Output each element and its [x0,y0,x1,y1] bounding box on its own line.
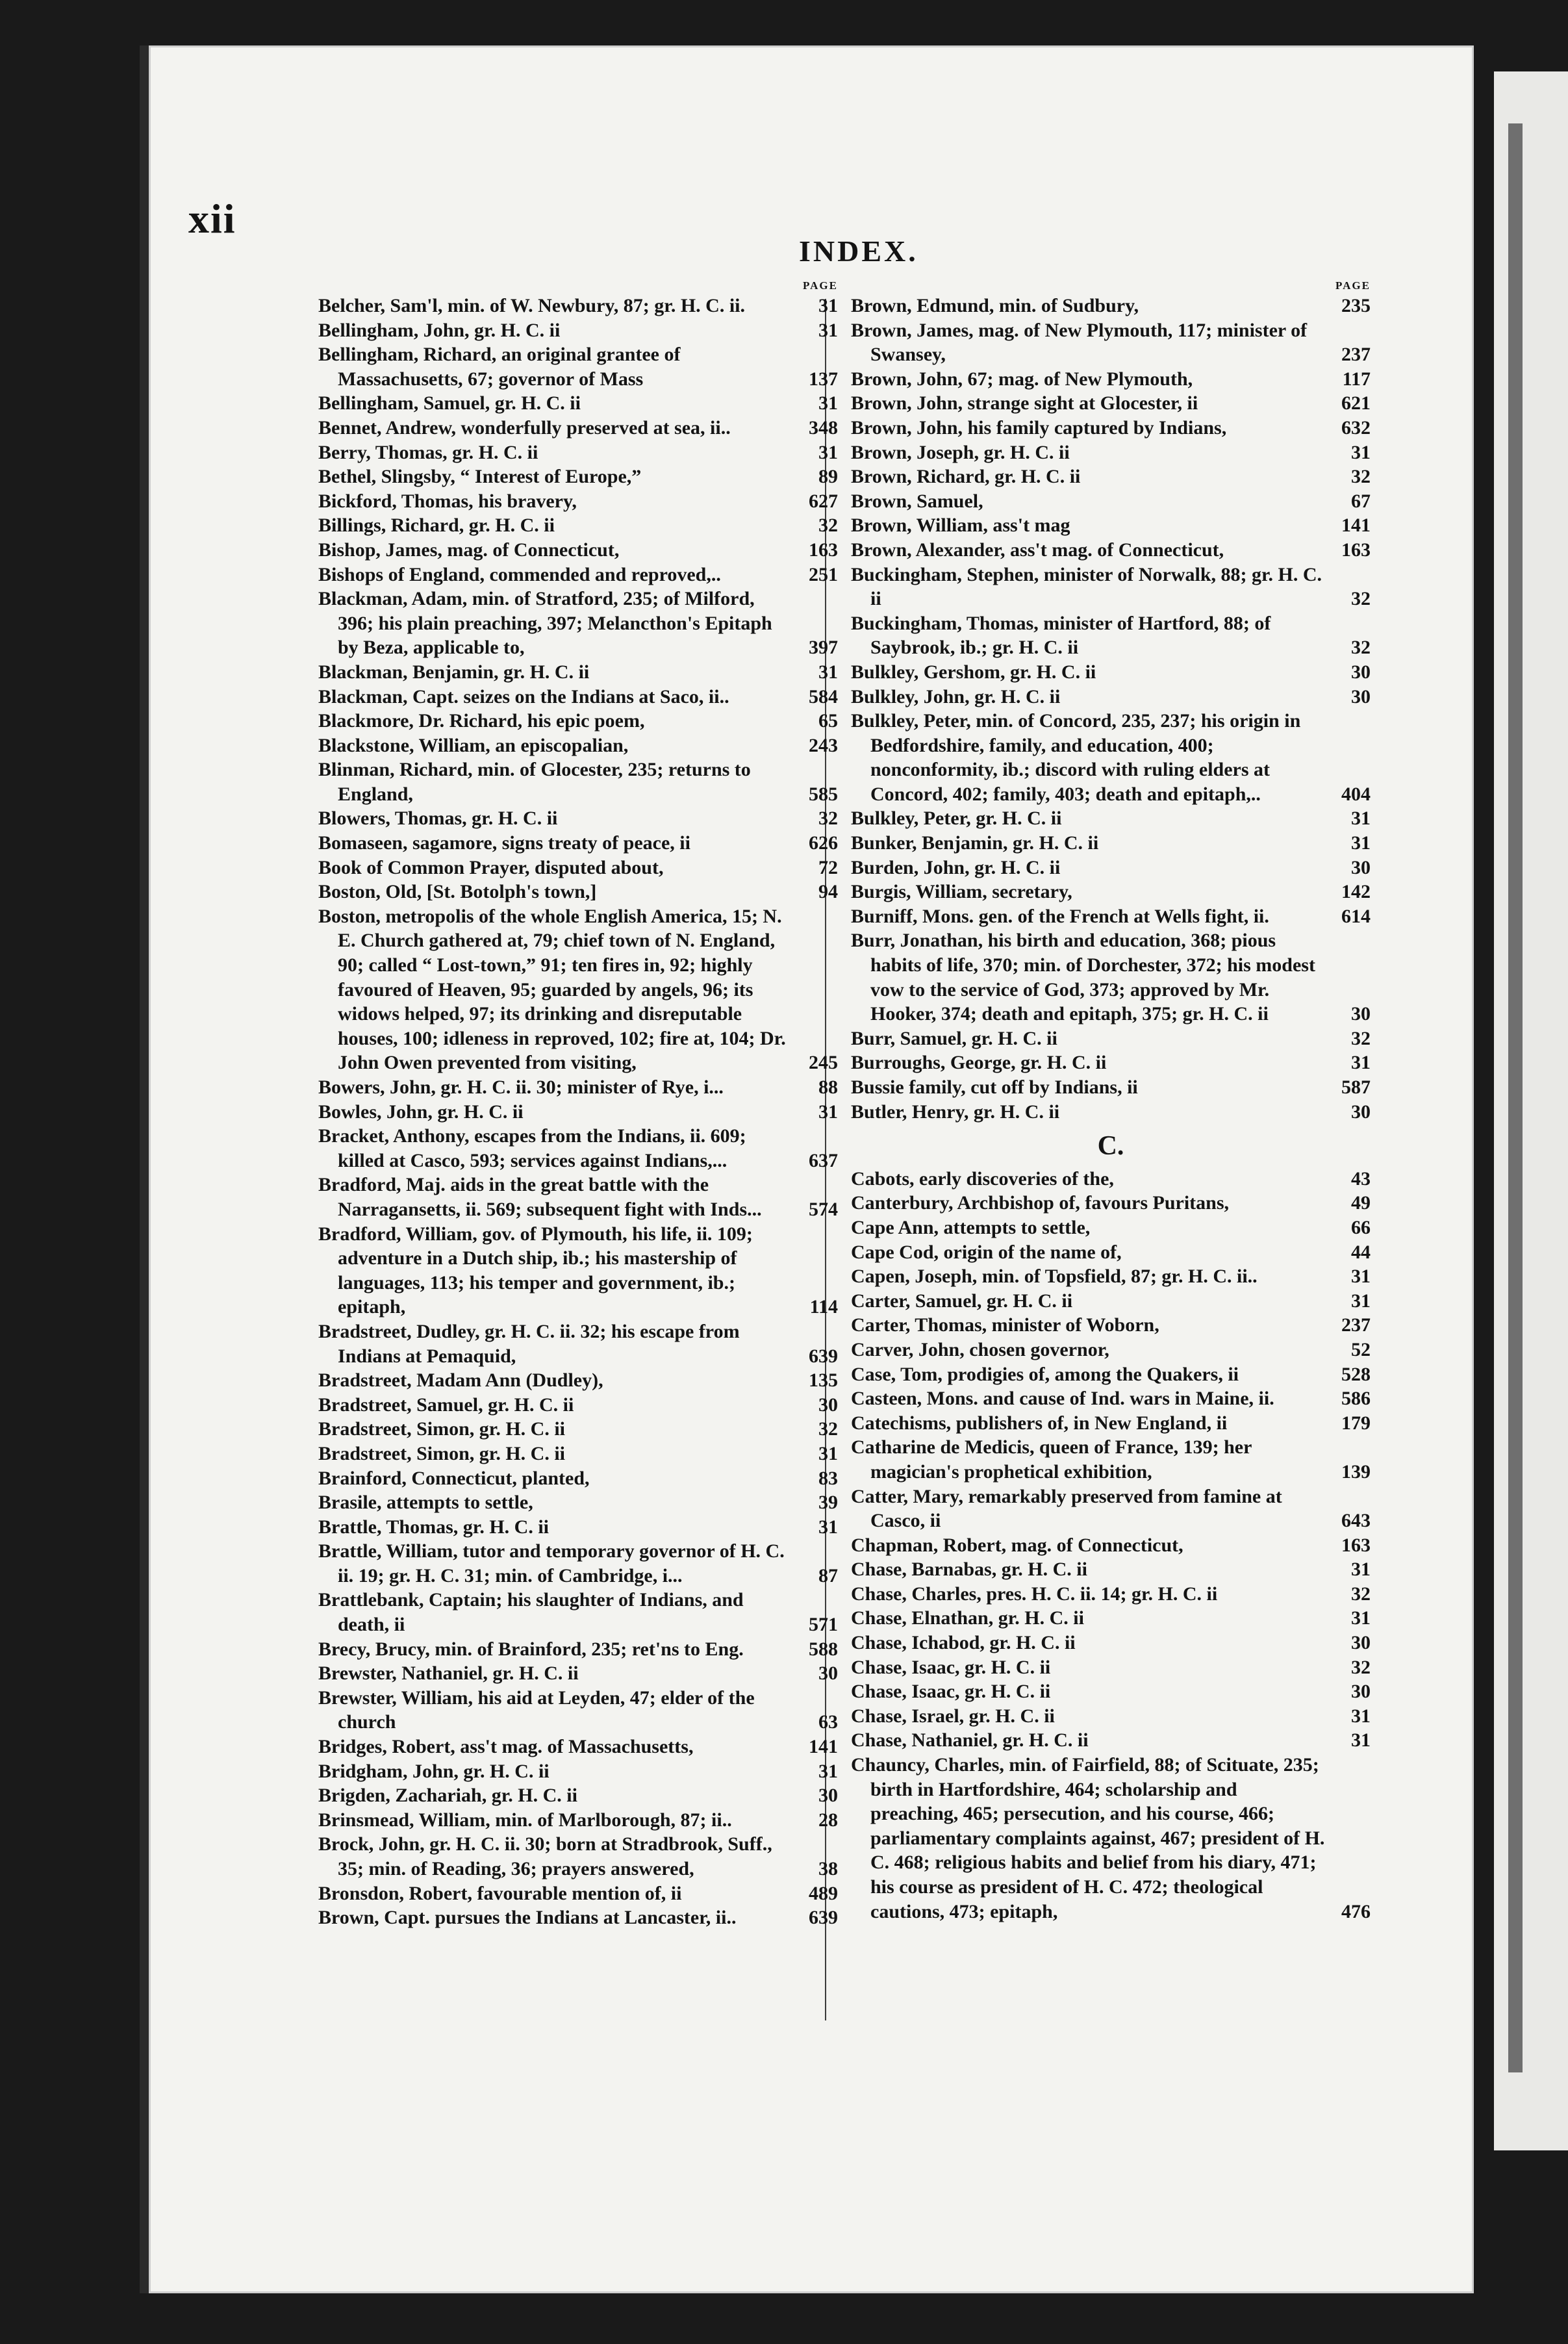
index-entry [851,1411,1371,1436]
index-entry-text: Bulkley, Peter, min. of Concord, 235, 237; his origin in Bedfordshire, family, and education, 400; nonconformity, ib.; discord with ruling elders at Concord, 402; family, 403; death and epitaph,.. [851,710,1301,805]
index-column-left [318,279,838,1930]
index-entry-text: Cape Cod, origin of the name of, [851,1241,1122,1263]
index-entry [851,1386,1371,1411]
index-entry-text: Bulkley, Peter, gr. H. C. ii [851,808,1062,830]
index-entry [318,1808,838,1833]
index-entry-text: Bradstreet, Madam Ann (Dudley), [318,1369,603,1392]
index-entry-text: Carter, Samuel, gr. H. C. ii [851,1290,1073,1312]
index-entry-page: 139 [1341,1460,1371,1483]
index-entry-page: 30 [1351,1681,1371,1703]
index-entry-page: 489 [809,1882,838,1904]
index-entry-text: Chase, Barnabas, gr. H. C. ii [851,1559,1087,1581]
index-entry-text: Bradford, Maj. aids in the great battle with the Narragansetts, ii. 569; subsequent fight with Inds... [318,1174,762,1220]
index-entry-page: 627 [809,490,838,512]
index-entry-page: 43 [1351,1167,1371,1190]
index-entry-page: 30 [1351,661,1371,683]
index-entry-page: 52 [1351,1338,1371,1360]
index-entry [318,660,838,685]
index-entry-text: Brown, John, strange sight at Glocester, ii [851,392,1198,414]
index-entry-text: Butler, Henry, gr. H. C. ii [851,1101,1060,1123]
index-entry-page: 30 [818,1785,838,1807]
index-entry-text: Chase, Charles, pres. H. C. ii. 14; gr. H. C. ii [851,1583,1218,1605]
index-entry [851,563,1371,611]
index-entry [851,1557,1371,1582]
index-entry-page: 31 [1351,1290,1371,1312]
index-entry-text: Bradstreet, Simon, gr. H. C. ii [318,1418,565,1440]
index-entry-text: Brown, James, mag. of New Plymouth, 117; minister of Swansey, [851,319,1308,366]
index-entry [851,1484,1371,1533]
index-entry-text: Brainford, Connecticut, planted, [318,1467,590,1489]
index-entry [318,1686,838,1735]
index-entry-page: 163 [1341,539,1371,561]
index-entry-page: 32 [818,515,838,537]
index-entry [851,611,1371,660]
index-entry-page: 30 [1351,1101,1371,1123]
index-entry [851,1655,1371,1680]
index-entry-page: 237 [1341,344,1371,366]
index-entry [318,1490,838,1515]
index-entry-page: 31 [818,1516,838,1538]
index-entry [318,1222,838,1319]
index-entry [851,367,1371,392]
index-entry-text: Burr, Samuel, gr. H. C. ii [851,1027,1057,1049]
index-entry-page: 31 [818,392,838,414]
index-entry-page: 639 [809,1907,838,1929]
index-entry [851,440,1371,465]
index-entry-text: Bradstreet, Simon, gr. H. C. ii [318,1442,565,1464]
index-entry-page: 31 [818,1442,838,1464]
index-entry [318,1905,838,1930]
index-entry-text: Bowles, John, gr. H. C. ii [318,1101,524,1123]
index-entry [851,1075,1371,1100]
index-entry-page: 142 [1341,881,1371,903]
index-entry [851,1631,1371,1655]
index-entry-page: 31 [1351,1266,1371,1288]
index-entry-text: Canterbury, Archbishop of, favours Puritans, [851,1192,1230,1214]
index-entry [318,1735,838,1759]
index-entry [851,831,1371,856]
index-entry-page: 32 [1351,1027,1371,1049]
index-entry [851,904,1371,929]
index-entry-text: Billings, Richard, gr. H. C. ii [318,515,555,537]
index-entry-text: Bracket, Anthony, escapes from the Indians, ii. 609; killed at Casco, 593; services against Indians,... [318,1125,746,1171]
page-title: INDEX. [799,235,918,268]
index-entry-text: Chase, Isaac, gr. H. C. ii [851,1681,1051,1703]
index-entry-page: 30 [818,1394,838,1416]
index-entry-page: 32 [818,1418,838,1440]
right-entries [851,294,1371,1124]
index-entry-text: Berry, Thomas, gr. H. C. ii [318,441,538,463]
index-entry-text: Casteen, Mons. and cause of Ind. wars in Maine, ii. [851,1388,1274,1410]
index-entry-text: Cape Ann, attempts to settle, [851,1216,1091,1238]
page-number: xii [188,196,236,242]
index-entry-text: Blackmore, Dr. Richard, his epic poem, [318,710,645,732]
index-entry-page: 243 [809,734,838,756]
index-entry-page: 639 [809,1345,838,1367]
index-entry [318,342,838,391]
index-entry-text: Brattle, William, tutor and temporary governor of H. C. ii. 19; gr. H. C. 31; min. of Cambridge, i... [318,1540,785,1586]
index-entry [851,880,1371,904]
index-entry-text: Blowers, Thomas, gr. H. C. ii [318,808,558,830]
index-entry-page: 614 [1341,905,1371,927]
index-entry-text: Catter, Mary, remarkably preserved from famine at Casco, ii [851,1485,1282,1532]
index-entry-page: 31 [1351,1607,1371,1629]
index-entry-page: 251 [809,563,838,585]
index-entry-page: 586 [1341,1388,1371,1410]
index-entry-page: 588 [809,1638,838,1660]
index-entry [318,563,838,587]
index-entry-page: 114 [809,1296,838,1318]
index-entry-page: 31 [818,1101,838,1123]
index-entry-text: Blackman, Capt. seizes on the Indians at Saco, ii.. [318,685,729,707]
index-entry [318,1881,838,1906]
index-entry-text: Bellingham, Samuel, gr. H. C. ii [318,392,581,414]
index-entry-text: Brigden, Zachariah, gr. H. C. ii [318,1785,577,1807]
index-entry-text: Brewster, Nathaniel, gr. H. C. ii [318,1662,579,1685]
index-entry [851,1100,1371,1125]
index-entry-page: 83 [818,1467,838,1489]
index-entry [851,1240,1371,1265]
index-entry [318,1075,838,1100]
index-entry-page: 32 [1351,1583,1371,1605]
index-entry-text: Brasile, attempts to settle, [318,1492,533,1514]
index-entry [318,1173,838,1221]
index-entry-text: Buckingham, Thomas, minister of Hartford, 88; of Saybrook, ib.; gr. H. C. ii [851,612,1271,659]
index-entry-text: Blinman, Richard, min. of Glocester, 235; returns to England, [318,759,751,805]
index-entry [318,1515,838,1540]
index-entry [851,391,1371,416]
index-entry-text: Book of Common Prayer, disputed about, [318,856,664,878]
index-entry [851,1289,1371,1314]
index-entry-page: 31 [1351,1729,1371,1752]
index-entry-text: Buckingham, Stephen, minister of Norwalk, 88; gr. H. C. ii [851,563,1322,610]
index-entry-text: Bennet, Andrew, wonderfully preserved at sea, ii.. [318,416,731,439]
index-entry [851,1313,1371,1338]
index-entry-text: Brown, Richard, gr. H. C. ii [851,466,1081,488]
index-entry-text: Brattlebank, Captain; his slaughter of Indians, and death, ii [318,1589,744,1636]
index-entry-page: 65 [818,710,838,732]
index-entry [851,538,1371,563]
index-entry-text: Chase, Israel, gr. H. C. ii [851,1705,1055,1727]
index-entry [318,294,838,318]
index-entry [851,709,1371,806]
index-entry [851,465,1371,489]
index-entry-text: Carver, John, chosen governor, [851,1338,1109,1360]
index-entry-text: Burniff, Mons. gen. of the French at Wells fight, ii. [851,905,1269,927]
index-entry-text: Bridges, Robert, ass't mag. of Massachusetts, [318,1736,694,1758]
left-entries [318,294,838,1930]
index-column-right [851,279,1371,1924]
index-entry-text: Brewster, William, his aid at Leyden, 47; elder of the church [318,1687,755,1733]
index-entry-text: Bussie family, cut off by Indians, ii [851,1076,1138,1098]
index-entry-text: Brown, Alexander, ass't mag. of Connecticut, [851,539,1224,561]
index-entry [318,904,838,1075]
index-entry [318,1637,838,1662]
index-entry [318,1539,838,1588]
index-entry-text: Bethel, Slingsby, “ Interest of Europe,” [318,466,642,488]
index-entry-page: 31 [1351,1052,1371,1074]
index-entry [318,1466,838,1491]
index-entry-page: 31 [818,661,838,683]
section-letter: C. [1097,1131,1124,1162]
index-entry-page: 237 [1341,1314,1371,1336]
index-entry-text: Brown, Capt. pursues the Indians at Lancaster, ii.. [318,1907,737,1929]
index-entry-text: Blackman, Benjamin, gr. H. C. ii [318,661,590,683]
index-entry [318,880,838,904]
index-entry-text: Burgis, William, secretary, [851,881,1072,903]
index-entry [318,1661,838,1686]
index-entry [851,1753,1371,1924]
index-entry [318,831,838,856]
index-entry-text: Bellingham, John, gr. H. C. ii [318,319,561,341]
index-entry-page: 88 [818,1076,838,1098]
index-entry-page: 31 [818,1760,838,1782]
index-entry-page: 643 [1341,1510,1371,1532]
index-entry-page: 141 [1341,515,1371,537]
index-entry-text: Cabots, early discoveries of the, [851,1167,1114,1190]
index-entry [318,318,838,343]
index-entry-page: 584 [809,685,838,707]
index-entry [318,440,838,465]
index-entry-page: 574 [809,1198,838,1220]
index-entry [318,758,838,806]
index-entry [851,1435,1371,1484]
index-entry [318,1759,838,1784]
index-entry [318,1124,838,1173]
index-entry [851,1533,1371,1558]
index-entry-text: Bellingham, Richard, an original grantee of Massachusetts, 67; governor of Mass [318,344,681,390]
index-entry-page: 587 [1341,1076,1371,1098]
index-entry-text: Brinsmead, William, min. of Marlborough, 87; ii.. [318,1809,732,1831]
index-entry-text: Bulkley, Gershom, gr. H. C. ii [851,661,1096,683]
index-entry-page: 348 [809,416,838,439]
index-entry-text: Brattle, Thomas, gr. H. C. ii [318,1516,550,1538]
index-entry [851,1338,1371,1362]
index-entry-page: 31 [1351,832,1371,854]
index-entry-page: 89 [818,466,838,488]
index-entry [318,587,838,660]
index-entry-page: 32 [1351,1656,1371,1678]
index-entry-page: 38 [818,1858,838,1879]
page-column-label: PAGE [1335,279,1371,292]
index-entry [318,1783,838,1808]
index-entry-page: 32 [818,808,838,830]
index-entry-text: Brecy, Brucy, min. of Brainford, 235; ret'ns to Eng. [318,1638,744,1660]
index-entry-text: Bradstreet, Samuel, gr. H. C. ii [318,1394,574,1416]
index-entry-text: Brown, Edmund, min. of Sudbury, [851,295,1139,316]
index-entry-page: 28 [818,1809,838,1831]
index-entry-text: Bishops of England, commended and reproved,.. [318,563,721,585]
index-entry-text: Bradford, William, gov. of Plymouth, his life, ii. 109; adventure in a Dutch ship, ib.; his mastership of languages, 113; his temper and government, ib.; epitaph, [318,1223,753,1318]
index-entry [318,1417,838,1442]
index-entry-page: 141 [809,1736,838,1758]
index-entry-page: 31 [1351,441,1371,463]
index-entry [318,489,838,514]
index-entry-page: 32 [1351,588,1371,610]
index-entry-text: Chauncy, Charles, min. of Fairfield, 88; of Scituate, 235; birth in Hartfordshire, 464; scholarship and preaching, 465; persecution, and his course, 466; parliamentary complaints against, 467; president of H. C. 468; religious habits and belief from his diary, 471; his course as president of H. C. 472; theological cautions, 473; epitaph, [851,1754,1325,1922]
index-entry-text: Burden, John, gr. H. C. ii [851,856,1061,878]
index-entry-page: 30 [1351,1632,1371,1654]
index-entry [318,685,838,709]
index-entry-text: Brown, Samuel, [851,490,983,512]
index-entry-text: Bishop, James, mag. of Connecticut, [318,539,620,561]
index-entry-page: 632 [1341,416,1371,439]
index-entry-page: 72 [818,856,838,878]
index-entry [318,1393,838,1418]
index-entry-page: 32 [1351,466,1371,488]
index-entry-text: Boston, Old, [St. Botolph's town,] [318,881,597,903]
index-entry [851,1264,1371,1289]
index-entry [318,1832,838,1881]
index-entry-text: Capen, Joseph, min. of Topsfield, 87; gr. H. C. ii.. [851,1266,1258,1288]
index-entry-text: Bomaseen, sagamore, signs treaty of peace, ii [318,832,690,854]
index-entry-page: 163 [809,539,838,561]
index-entry-page: 87 [818,1564,838,1586]
index-entry [318,1319,838,1368]
index-entry-page: 32 [1351,637,1371,659]
index-entry-page: 571 [809,1614,838,1636]
index-entry-page: 137 [809,368,838,390]
index-entry-page: 528 [1341,1363,1371,1385]
index-entry-page: 31 [1351,1559,1371,1581]
index-entry-page: 30 [1351,856,1371,878]
index-entry-page: 245 [809,1052,838,1074]
index-entry-page: 621 [1341,392,1371,414]
index-entry [318,733,838,758]
index-entry-text: Catechisms, publishers of, in New England, ii [851,1412,1228,1434]
index-entry [318,1442,838,1466]
index-entry [851,513,1371,538]
index-entry [851,294,1371,318]
index-entry-text: Brown, William, ass't mag [851,515,1070,537]
index-entry [851,1167,1371,1191]
index-entry-text: Brown, John, 67; mag. of New Plymouth, [851,368,1193,390]
index-entry-page: 31 [1351,1705,1371,1727]
index-entry-text: Burr, Jonathan, his birth and education, 368; pious habits of life, 370; min. of Dorchester, 372; his modest vow to the service of God, 373; approved by Mr. Hooker, 374; death and epitaph, 375; gr. H. C. ii [851,930,1315,1025]
index-entry-text: Brown, Joseph, gr. H. C. ii [851,441,1070,463]
index-entry-text: Brown, John, his family captured by Indians, [851,416,1227,439]
index-entry [318,538,838,563]
index-entry-text: Burroughs, George, gr. H. C. ii [851,1052,1107,1074]
index-entry-text: Bronsdon, Robert, favourable mention of, ii [318,1882,682,1904]
index-entry [851,1728,1371,1753]
index-entry-page: 235 [1341,295,1371,316]
index-entry-text: Bridgham, John, gr. H. C. ii [318,1760,550,1782]
index-entry [851,806,1371,831]
index-entry-text: Bulkley, John, gr. H. C. ii [851,685,1061,707]
index-entry [318,806,838,831]
index-entry [851,1679,1371,1704]
index-entry-text: Chase, Ichabod, gr. H. C. ii [851,1632,1076,1654]
index-entry [851,1026,1371,1051]
index-entry-page: 31 [818,441,838,463]
index-entry [318,709,838,733]
index-entry [851,1191,1371,1216]
index-entry [318,391,838,416]
index-entry-page: 117 [1342,368,1371,390]
index-entry [318,1588,838,1637]
index-entry-text: Bowers, John, gr. H. C. ii. 30; minister of Rye, i... [318,1076,724,1098]
index-entry-text: Case, Tom, prodigies of, among the Quakers, ii [851,1363,1239,1385]
index-entry [318,856,838,880]
index-entry-text: Blackman, Adam, min. of Stratford, 235; of Milford, 396; his plain preaching, 397; Melancthon's Epitaph by Beza, applicable to, [318,588,772,659]
index-entry-text: Chase, Nathaniel, gr. H. C. ii [851,1729,1089,1752]
index-entry [851,318,1371,367]
right-entries-c [851,1167,1371,1924]
index-entry [851,1582,1371,1607]
index-entry-page: 31 [818,319,838,341]
index-entry-page: 63 [818,1711,838,1733]
index-entry-text: Blackstone, William, an episcopalian, [318,734,629,756]
index-entry-page: 404 [1341,783,1371,805]
index-entry-page: 163 [1341,1534,1371,1556]
index-entry-text: Chase, Isaac, gr. H. C. ii [851,1656,1051,1678]
index-entry-text: Bradstreet, Dudley, gr. H. C. ii. 32; his escape from Indians at Pemaquid, [318,1320,740,1367]
index-entry-text: Bickford, Thomas, his bravery, [318,490,577,512]
index-entry-page: 49 [1351,1192,1371,1214]
index-entry-page: 94 [818,881,838,903]
binding-shadow [1508,123,1523,2072]
index-entry-text: Carter, Thomas, minister of Woborn, [851,1314,1159,1336]
index-entry [318,1100,838,1125]
index-entry-page: 135 [809,1369,838,1392]
index-entry-text: Belcher, Sam'l, min. of W. Newbury, 87; gr. H. C. ii. [318,295,745,316]
index-entry-text: Boston, metropolis of the whole English America, 15; N. E. Church gathered at, 79; chief town of N. England, 90; called “ Lost-town,” 91; ten fires in, 92; highly favoured of Heaven, 95; guarded by angels, 96; its widows helped, 97; its drinking and disreputable houses, 100; idleness in reproved, 102; fire at, 104; Dr. John Owen prevented from visiting, [318,905,786,1074]
index-entry [851,1606,1371,1631]
index-entry-page: 626 [809,832,838,854]
adjacent-page-edge [1494,71,1568,2150]
index-entry-page: 31 [818,295,838,316]
index-entry [851,685,1371,709]
index-entry-text: Bunker, Benjamin, gr. H. C. ii [851,832,1099,854]
index-entry-page: 66 [1351,1216,1371,1238]
index-entry-page: 30 [1351,685,1371,707]
index-entry-page: 67 [1351,490,1371,512]
index-entry-page: 397 [809,637,838,659]
index-entry-page: 39 [818,1492,838,1514]
index-entry-page: 31 [1351,808,1371,830]
index-entry-text: Chapman, Robert, mag. of Connecticut, [851,1534,1183,1556]
index-entry [851,1216,1371,1240]
index-entry-page: 30 [1351,1003,1371,1025]
index-entry-text: Brock, John, gr. H. C. ii. 30; born at Stradbrook, Suff., 35; min. of Reading, 36; prayers answered, [318,1833,772,1879]
index-entry [851,856,1371,880]
index-entry [851,928,1371,1026]
index-entry [318,416,838,440]
index-entry-page: 44 [1351,1241,1371,1263]
index-entry-page: 585 [809,783,838,805]
index-entry-page: 179 [1341,1412,1371,1434]
index-entry-page: 30 [818,1662,838,1685]
index-entry-text: Chase, Elnathan, gr. H. C. ii [851,1607,1084,1629]
index-entry [318,1368,838,1393]
index-entry [318,465,838,489]
index-entry-text: Catharine de Medicis, queen of France, 139; her magician's prophetical exhibition, [851,1436,1252,1483]
index-entry [851,489,1371,514]
index-entry [851,416,1371,440]
index-entry [851,1362,1371,1387]
index-entry-page: 637 [809,1149,838,1171]
page-column-label: PAGE [803,279,838,292]
index-entry [851,1704,1371,1729]
index-entry [851,660,1371,685]
index-entry-page: 476 [1341,1900,1371,1922]
index-entry [318,513,838,538]
index-entry [851,1051,1371,1075]
